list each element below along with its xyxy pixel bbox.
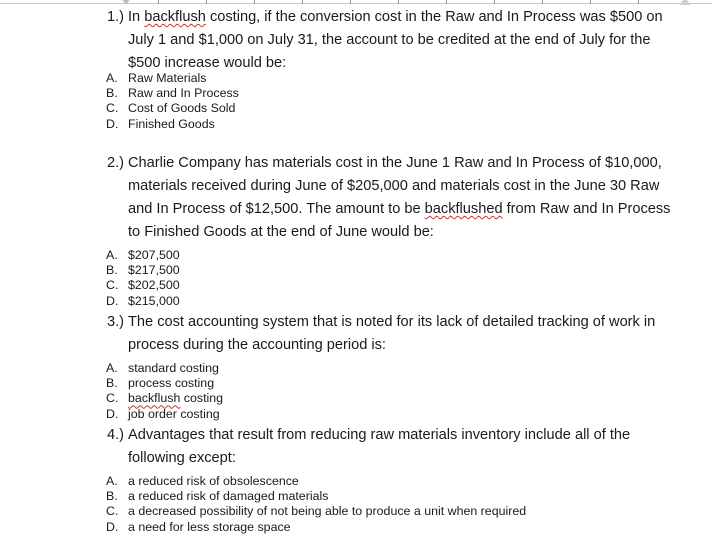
option [106,489,526,504]
options-list-2 [106,248,180,309]
stem-text: from Raw and In Process to Finished Goods at the end of June would be: [128,201,671,240]
option-letter: B. [106,86,118,101]
option-letter: A. [106,361,118,375]
option-text: a need for less storage space [128,519,291,534]
option [106,71,239,86]
right-indent-marker[interactable] [679,0,691,5]
ruler-tick [398,0,399,4]
option [106,520,526,535]
option-text: job order costing [128,406,220,421]
question-4 [107,424,673,470]
option-text: process costing [128,376,215,391]
question-number: 2.) [107,155,125,171]
option-letter: B. [106,489,118,504]
options-list-1 [106,71,239,132]
option-text: standard costing [128,361,219,375]
spellcheck-word[interactable]: backflushed [424,201,503,217]
option-text: Raw Materials [128,71,207,85]
option-text: a reduced risk of obsolescence [128,474,299,488]
option [106,294,180,309]
option-letter: B. [106,263,118,278]
option [106,504,526,519]
option-text: Finished Goods [128,116,215,131]
option-text: costing [180,391,224,406]
option-text: $215,000 [128,293,180,308]
option-text: a reduced risk of damaged materials [128,489,329,504]
ruler-tick [446,0,447,4]
question-stem [128,6,673,75]
option [106,263,180,278]
options-list-3 [106,361,223,422]
first-line-indent-marker[interactable] [121,0,131,5]
stem-text: In [128,9,145,25]
option-letter: A. [106,71,118,85]
option [106,117,239,132]
option-letter: D. [106,519,119,534]
option [106,86,239,101]
option-letter: D. [106,406,119,421]
question-number: 1.) [107,9,125,25]
options-list-4 [106,474,526,535]
ruler-tick [542,0,543,4]
option-letter: D. [106,293,119,308]
question-number: 3.) [107,314,125,330]
option-text: Cost of Goods Sold [128,101,236,116]
ruler-tick [590,0,591,4]
question-stem [128,152,673,244]
ruler-tick [158,0,159,4]
option [106,474,526,489]
option-text: Raw and In Process [128,86,239,101]
ruler-tick [206,0,207,4]
spellcheck-word[interactable]: backflush [144,9,206,25]
option-text: $202,500 [128,278,180,293]
question-2 [107,152,673,244]
option-letter: B. [106,376,118,391]
option-letter: C. [106,101,119,116]
ruler-tick [254,0,255,4]
option-letter: D. [106,116,119,131]
option [106,376,223,391]
option [106,248,180,263]
question-stem [128,424,673,470]
option-letter: C. [106,391,119,406]
spellcheck-word[interactable]: backflush [128,391,181,406]
question-3 [107,311,673,357]
stem-text: Charlie Company has materials cost in the June 1 Raw and In Process of $10,000, materials received during June of $205,000 and materials cost in the June 30 Raw and In Process of $12,500. The amount to be [128,155,662,217]
option-text: $207,500 [128,248,180,262]
option [106,101,239,116]
ruler-tick [494,0,495,4]
option-letter: A. [106,474,118,488]
option [106,391,223,406]
ruler-tick [302,0,303,4]
option [106,407,223,422]
option [106,278,180,293]
ruler-tick [638,0,639,4]
option-text: a decreased possibility of not being able to produce a unit when required [128,504,527,519]
question-stem [128,311,673,357]
option [106,361,223,376]
ruler-tick [350,0,351,4]
option-text: $217,500 [128,263,180,278]
question-number: 4.) [107,427,125,443]
stem-text: Advantages that result from reducing raw materials inventory include all of the following except: [128,427,631,466]
option-letter: A. [106,248,118,262]
option-letter: C. [106,504,119,519]
stem-text: costing, if the conversion cost in the Raw and In Process was $500 on July 1 and $1,000 on July 31, the account to be credited at the end of July for the $500 increase would be: [128,9,663,71]
stem-text: The cost accounting system that is noted for its lack of detailed tracking of work in process during the accounting period is: [128,314,656,353]
option-letter: C. [106,278,119,293]
ruler-line [0,3,712,4]
question-1 [107,6,673,75]
